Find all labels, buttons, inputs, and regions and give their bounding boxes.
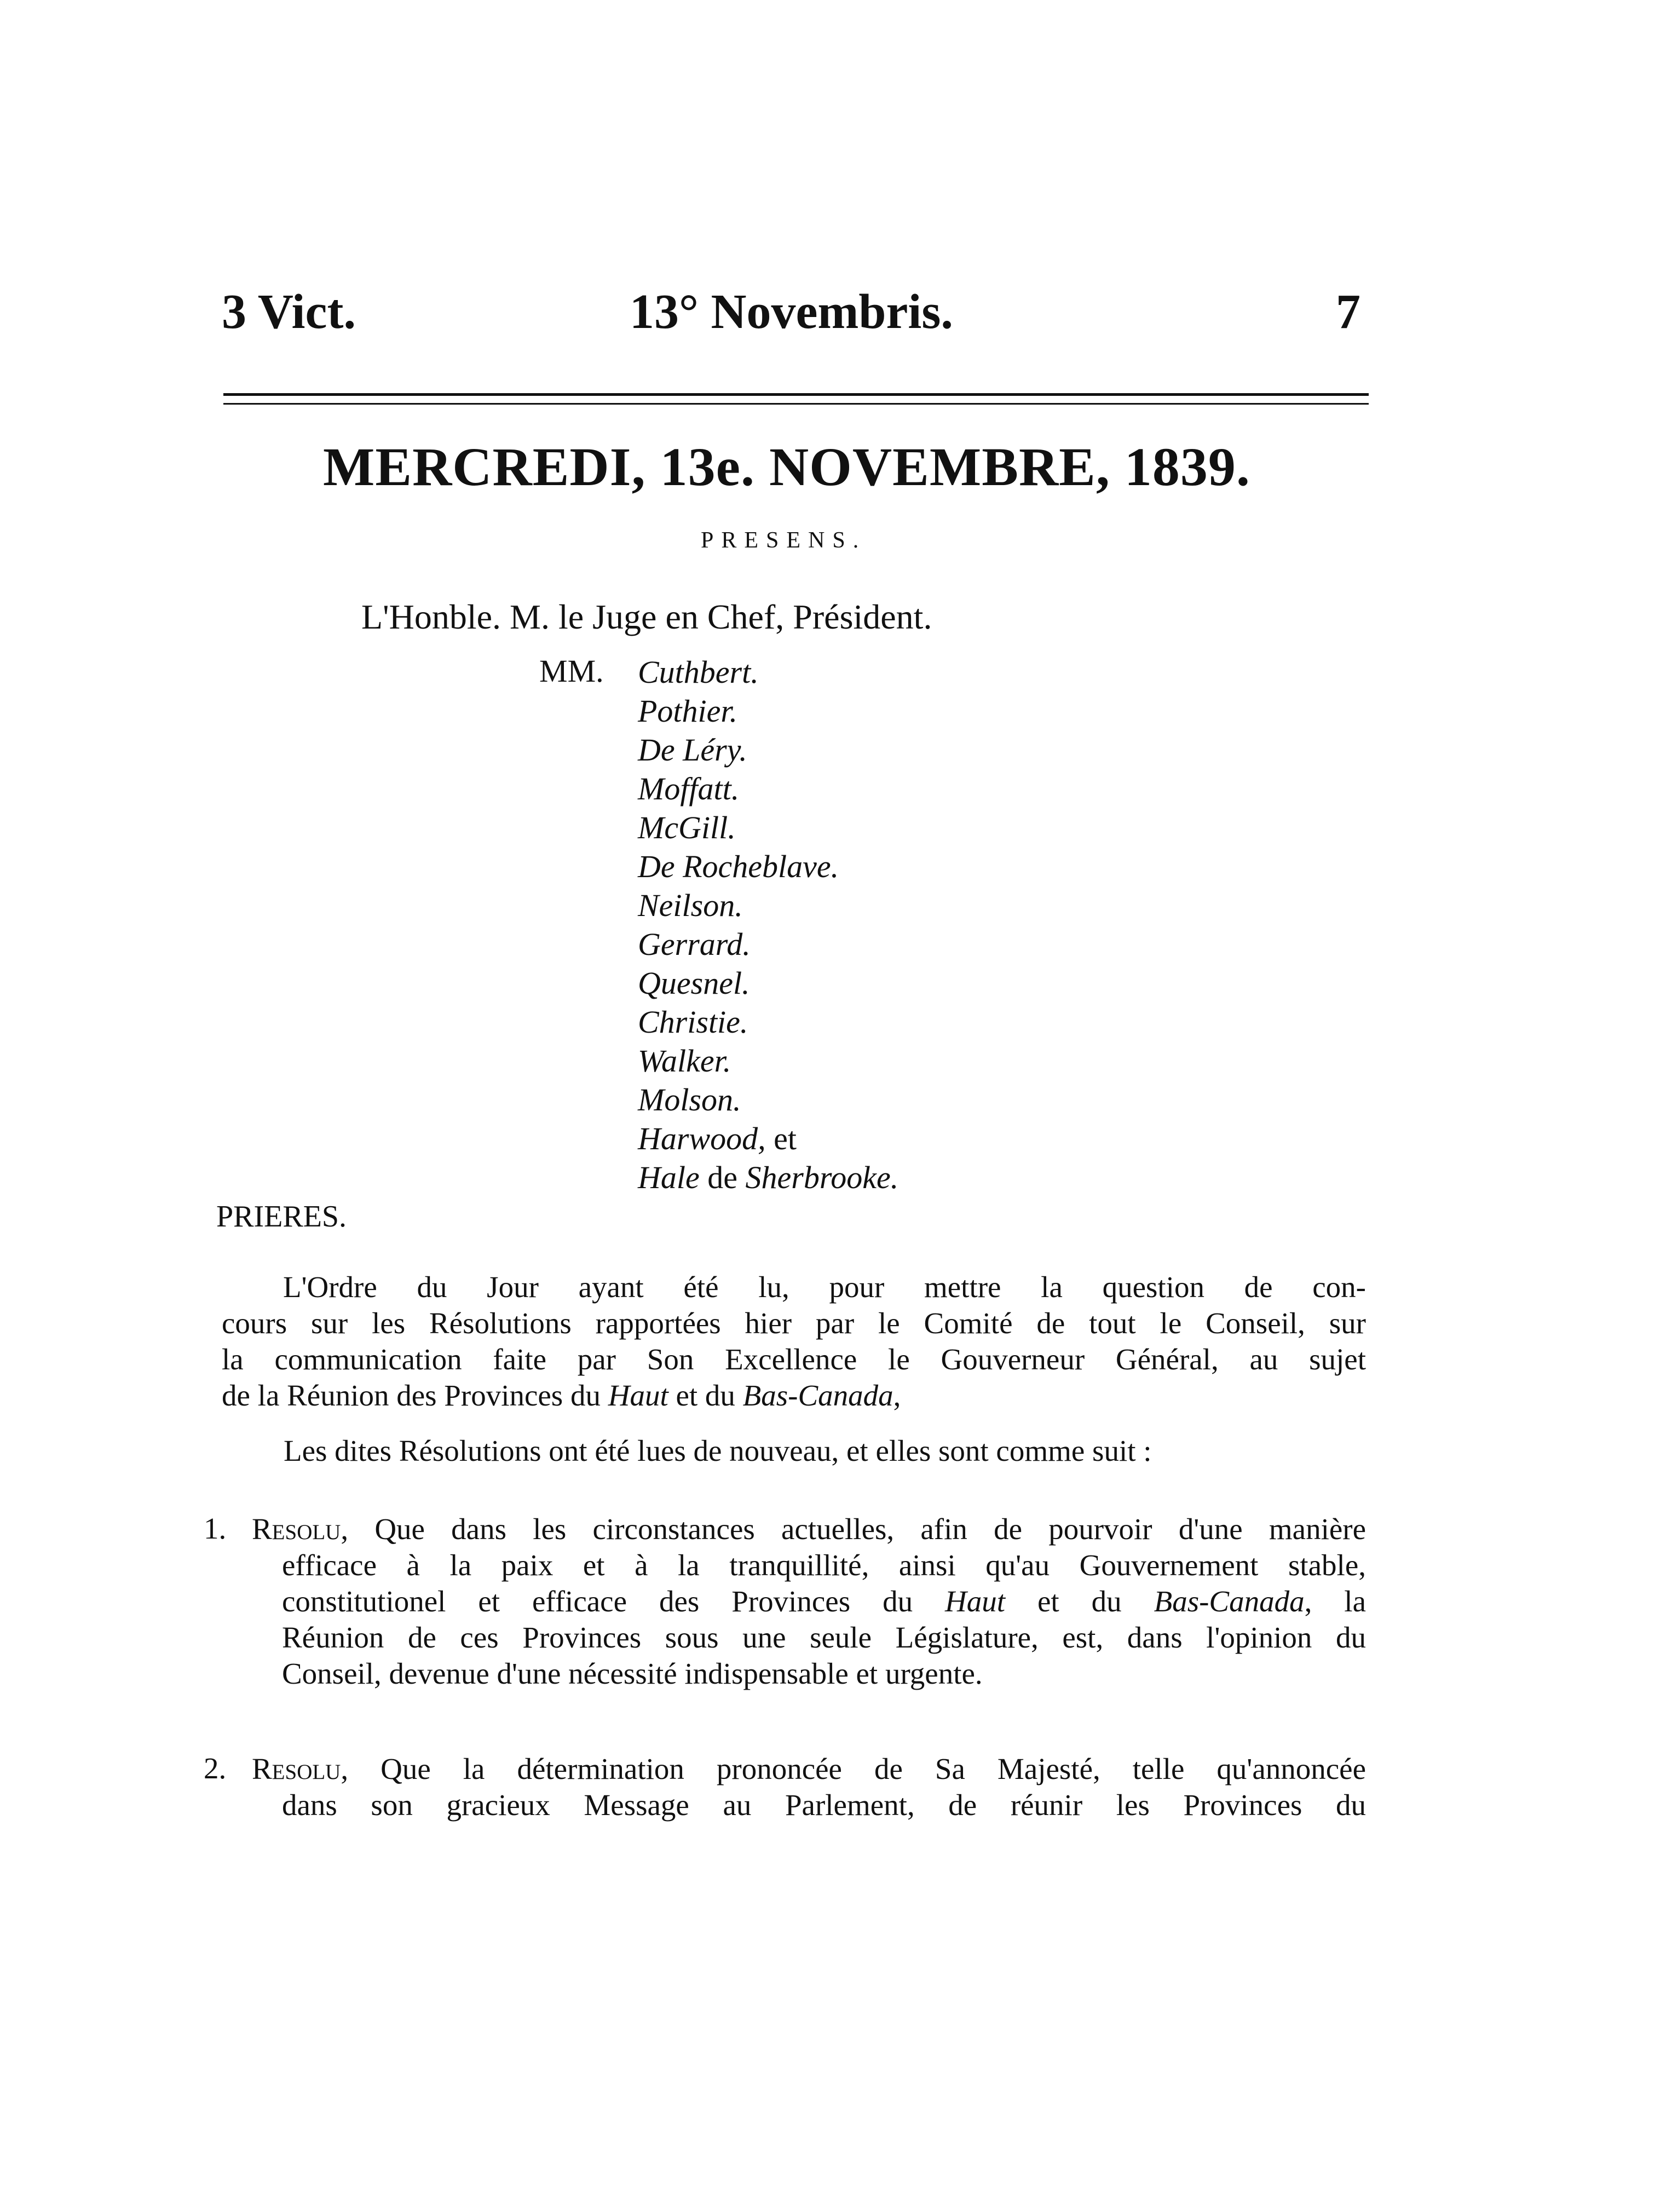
province-name: Haut bbox=[608, 1379, 668, 1412]
member-name: Hale bbox=[638, 1160, 700, 1195]
presens-label: PRESENS. bbox=[701, 528, 867, 553]
member-name: McGill. bbox=[638, 810, 736, 845]
paragraph-line bbox=[222, 1378, 1366, 1414]
member-name: Pothier. bbox=[638, 693, 738, 729]
text-run: et du bbox=[668, 1379, 743, 1412]
preposition-de: de bbox=[707, 1160, 737, 1195]
text-run: constitutionel et efficace des Provinces du bbox=[282, 1585, 945, 1618]
text-run: , Que la détermination prononcée de Sa Majesté, telle qu'annoncée bbox=[341, 1752, 1366, 1785]
page-number: 7 bbox=[1336, 285, 1360, 339]
member-hale-line bbox=[638, 1158, 898, 1197]
paragraph-line: la communication faite par Son Excellence le Gouverneur Général, au sujet bbox=[222, 1343, 1366, 1376]
paragraph-line: Conseil, devenue d'une nécessité indispensable et urgente. bbox=[282, 1657, 983, 1690]
members-list bbox=[638, 653, 898, 1197]
resolution-number: 2. bbox=[204, 1752, 227, 1785]
paragraph-line: dans son gracieux Message au Parlement, de réunir les Provinces du bbox=[282, 1788, 1366, 1822]
member-name: Harwood, bbox=[638, 1121, 766, 1156]
paragraph-line: Réunion de ces Provinces sous une seule Législature, est, dans l'opinion du bbox=[282, 1621, 1366, 1654]
member-name: Walker. bbox=[638, 1043, 731, 1079]
member-name: Molson. bbox=[638, 1082, 741, 1117]
ordre-du-jour-paragraph bbox=[222, 1269, 1366, 1414]
member-name: Neilson. bbox=[638, 888, 743, 923]
province-name: Bas-Canada bbox=[1154, 1585, 1305, 1618]
resolution-1-paragraph bbox=[252, 1511, 1366, 1692]
resolution-2-paragraph bbox=[252, 1751, 1366, 1823]
text-run: , Que dans les circonstances actuelles, afin de pourvoir d'une manière bbox=[341, 1512, 1366, 1546]
resolu-word: Resolu bbox=[252, 1512, 341, 1546]
member-name: Quesnel. bbox=[638, 965, 750, 1001]
running-header-left: 3 Vict. bbox=[222, 285, 356, 339]
header-rule-top bbox=[223, 393, 1369, 396]
header-rule-bottom bbox=[223, 403, 1369, 405]
province-name: Haut bbox=[945, 1585, 1006, 1618]
member-name: Gerrard. bbox=[638, 926, 751, 962]
member-name: Moffatt. bbox=[638, 771, 740, 807]
prieres-heading: PRIERES. bbox=[216, 1200, 347, 1234]
resolution-number: 1. bbox=[204, 1512, 227, 1545]
conjunction-et: et bbox=[774, 1121, 797, 1156]
mm-label: MM. bbox=[539, 653, 604, 689]
text-run: , la bbox=[1304, 1585, 1366, 1618]
paragraph-line: efficace à la paix et à la tranquillité, ainsi qu'au Gouvernement stable, bbox=[282, 1548, 1366, 1582]
member-name: De Léry. bbox=[638, 732, 747, 768]
text-run: et du bbox=[1005, 1585, 1154, 1618]
member-name: Cuthbert. bbox=[638, 654, 759, 690]
page-title: MERCREDI, 13e. NOVEMBRE, 1839. bbox=[323, 436, 1250, 497]
member-name: Sherbrooke. bbox=[745, 1160, 899, 1195]
president-line: L'Honble. M. le Juge en Chef, Président. bbox=[361, 597, 932, 636]
member-harwood-line bbox=[638, 1119, 898, 1158]
member-name: De Rocheblave. bbox=[638, 849, 839, 884]
paragraph-line: cours sur les Résolutions rapportées hier par le Comité de tout le Conseil, sur bbox=[222, 1306, 1366, 1340]
resolutions-intro: Les dites Résolutions ont été lues de nouveau, et elles sont comme suit : bbox=[284, 1434, 1152, 1467]
resolu-word: Resolu bbox=[252, 1752, 341, 1785]
province-name: Bas-Canada bbox=[742, 1379, 893, 1412]
paragraph-line bbox=[252, 1751, 1366, 1787]
member-name: Christie. bbox=[638, 1004, 748, 1040]
running-header-center: 13° Novembris. bbox=[630, 285, 953, 339]
text-run: de la Réunion des Provinces du bbox=[222, 1379, 608, 1412]
paragraph-line bbox=[252, 1511, 1366, 1547]
paragraph-line bbox=[252, 1583, 1366, 1620]
paragraph-line: L'Ordre du Jour ayant été lu, pour mettre la question de con- bbox=[283, 1270, 1366, 1304]
text-run: , bbox=[893, 1379, 901, 1412]
